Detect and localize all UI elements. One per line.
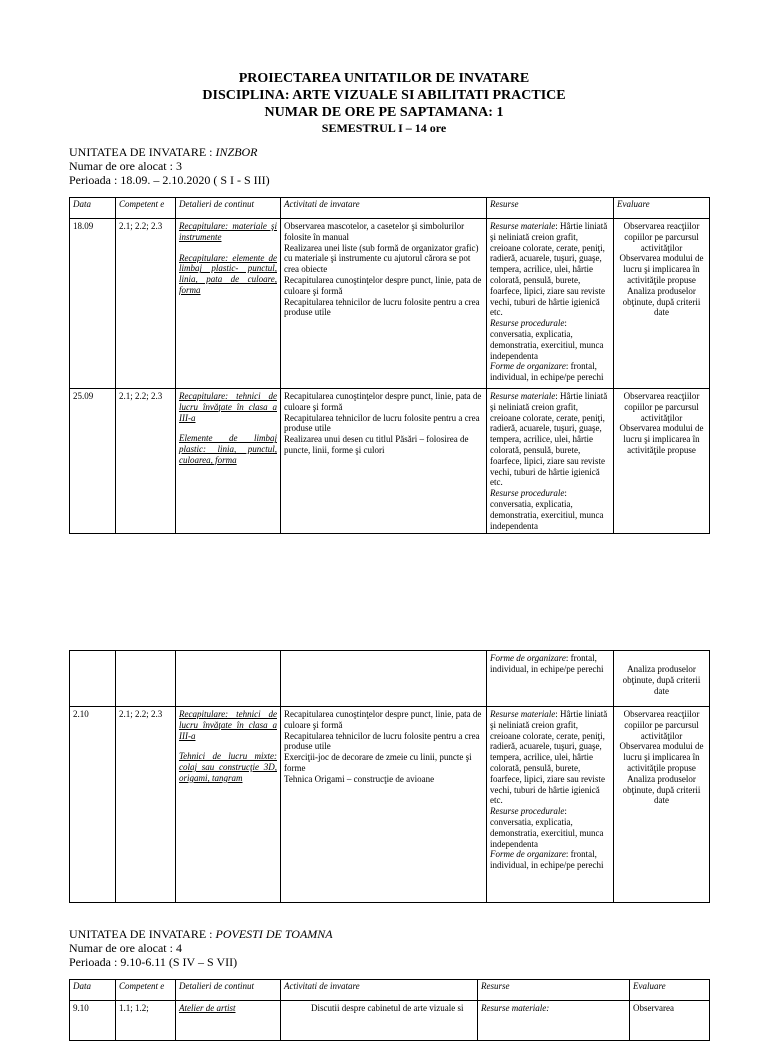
unit1-label: UNITATEA DE INVATARE :	[69, 145, 216, 159]
unit1-name: INZBOR	[215, 145, 258, 159]
row2-activity-3: Realizarea unui desen cu titlul Păsări – folosirea de puncte, linii, forme şi culori	[284, 434, 469, 455]
row1-date: 18.09	[70, 219, 116, 389]
evaluation-2: Observarea modului de lucru şi implicarea în activităţile propuse	[619, 253, 704, 285]
document-title: PROIECTAREA UNITATILOR DE INVATARE	[238, 71, 530, 86]
table-row	[70, 707, 710, 903]
unit2-row1-resurse: Resurse materiale:	[478, 1001, 630, 1041]
unit2-label: UNITATEA DE INVATARE :	[69, 927, 216, 941]
resurse-procedurale: Resurse procedurale: conversatia, explicatia, demonstratia, exercitiul, munca independenta	[490, 488, 604, 531]
discipline-title: DISCIPLINA: ARTE VIZUALE SI ABILITATI PRACTICE	[202, 88, 566, 103]
evaluation-3: Analiza produselor obţinute, după criterii date	[622, 664, 701, 696]
row1-detalieri	[176, 219, 281, 389]
row1-activitati	[281, 219, 487, 389]
table-row	[70, 1001, 710, 1041]
evaluation-3: Analiza produselor obţinute, după criterii date	[622, 773, 701, 806]
row2-activity-2: Recapitularea tehnicilor de lucru folosite pentru a crea produse utile	[284, 412, 480, 434]
header-resurse: Resurse	[487, 198, 614, 219]
header-activitati: Activitati de invatare	[281, 198, 487, 219]
row2-competente: 2.1; 2.2; 2.3	[116, 389, 176, 534]
row3-activity-4: Tehnica Origami – construcţie de avioane	[284, 773, 435, 784]
header-evaluare: Evaluare	[630, 980, 710, 1001]
evaluation-3: Analiza produselor obţinute, după criterii date	[622, 285, 701, 318]
row1-activity-4: Recapitularea tehnicilor de lucru folosite pentru a crea produse utile	[284, 296, 480, 318]
resurse-procedurale: Resurse procedurale: conversatia, explicatia, demonstratia, exercitiul, munca independenta	[490, 318, 604, 361]
header-detalieri: Detalieri de continut	[176, 980, 281, 1001]
row3-competente: 2.1; 2.2; 2.3	[116, 707, 176, 903]
hours-per-week-title: NUMAR DE ORE PE SAPTAMANA: 1	[264, 105, 504, 120]
row2-activity-1: Recapitularea cunoştinţelor despre punct, linie, pata de culoare şi formă	[284, 391, 482, 412]
row1-resurse	[487, 219, 614, 389]
row3-resurse	[487, 707, 614, 903]
header-data: Data	[70, 198, 116, 219]
forme-organizare: Forme de organizare: frontal, individual, in echipe/pe perechi	[490, 849, 604, 871]
row1-activity-2: Realizarea unei liste (sub formă de organizator grafic) cu materiale şi instrumente cu ajutorul cărora se pot crea obiecte	[284, 242, 479, 275]
unit1-table	[69, 197, 710, 534]
unit2-row1-activitati: Discutii despre cabinetul de arte vizuale si	[281, 1001, 478, 1041]
unit1-period: Perioada : 18.09. – 2.10.2020 ( S I - S III)	[69, 173, 270, 187]
evaluation-1: Observarea reacţiilor copiilor pe parcursul activităţilor	[623, 221, 700, 253]
row3-detalieri	[176, 707, 281, 903]
unit2-heading	[69, 927, 333, 941]
row2-detail-2: Elemente de limbaj plastic: linia, punctul, culoarea, forma	[179, 433, 277, 465]
row3-activitati	[281, 707, 487, 903]
unit2-row1-evaluare: Observarea	[630, 1001, 710, 1041]
row1-activity-3: Recapitularea cunoştinţelor despre punct, linie, pata de culoare şi formă	[284, 274, 482, 296]
unit2-name: POVESTI DE TOAMNA	[215, 927, 333, 941]
row1-continued-evaluare	[614, 651, 710, 707]
resurse-materiale: Resurse materiale: Hârtie liniată şi neliniată creion grafit, creioane colorate, cerate, peniţi, radieră, acuarele, tuşuri, guaşe, tempera, acrilice, ulei, hârtie colorată, pensulă, burete, foarfece, lipici, ziare sau reviste vechi, tuburi de hârtie igienică etc.	[490, 391, 608, 488]
unit2-row1-date: 9.10	[70, 1001, 116, 1041]
header-competente: Competent e	[116, 198, 176, 219]
row3-date: 2.10	[70, 707, 116, 903]
row1-continued-resurse	[487, 651, 614, 707]
row2-resurse	[487, 389, 614, 534]
row2-detail-1: Recapitulare: tehnici de lucru învăţate în clasa a III-a	[179, 391, 277, 423]
resurse-materiale: Resurse materiale: Hârtie liniată şi neliniată creion grafit, creioane colorate, cerate, peniţi, radieră, acuarele, tuşuri, guaşe, tempera, acrilice, ulei, hârtie colorată, pensulă, burete, foarfece, lipici, ziare sau reviste vechi, tuburi de hârtie igienică etc.	[490, 709, 608, 806]
unit2-hours: Numar de ore alocat : 4	[69, 941, 182, 955]
row1-detail-2: Recapitulare: elemente de limbaj plastic- punctul, linia, pata de culoare, forma	[179, 252, 277, 295]
row1-detail-1: Recapitulare: materiale şi instrumente	[179, 221, 277, 242]
resurse-procedurale: Resurse procedurale: conversatia, explicatia, demonstratia, exercitiul, munca independenta	[490, 806, 604, 849]
forme-organizare: Forme de organizare: frontal, individual, in echipe/pe perechi	[490, 361, 604, 383]
evaluation-1: Observarea reacţiilor copiilor pe parcursul activităţilor	[623, 391, 700, 423]
header-detalieri: Detalieri de continut	[176, 198, 281, 219]
semester-title: SEMESTRUL I – 14 ore	[321, 121, 447, 135]
table-row	[70, 651, 710, 707]
unit1-table-continued	[69, 650, 710, 903]
table-row	[70, 389, 710, 534]
table-header-row	[70, 198, 710, 219]
unit1-heading	[69, 145, 258, 159]
row3-activity-3: Exerciţii-joc de decorare de zmeie cu linii, puncte şi forme	[284, 752, 472, 773]
unit2-row1-competente: 1.1; 1.2;	[116, 1001, 176, 1041]
row2-date: 25.09	[70, 389, 116, 534]
row2-evaluare	[614, 389, 710, 534]
evaluation-2: Observarea modului de lucru şi implicarea în activităţile propuse	[619, 741, 704, 773]
row3-activity-2: Recapitularea tehnicilor de lucru folosite pentru a crea produse utile	[284, 730, 480, 752]
evaluation-1: Observarea reacţiilor copiilor pe parcursul activităţilor	[623, 709, 700, 741]
row2-detalieri	[176, 389, 281, 534]
row3-evaluare	[614, 707, 710, 903]
resurse-materiale: Resurse materiale: Hârtie liniată şi neliniată creion grafit, creioane colorate, cerate, peniţi, radieră, acuarele, tuşuri, guaşe, tempera, acrilice, ulei, hârtie colorată, pensulă, burete, foarfece, lipici, ziare sau reviste vechi, tuburi de hârtie igienică etc.	[490, 221, 608, 318]
row1-evaluare	[614, 219, 710, 389]
row2-activitati	[281, 389, 487, 534]
row1-competente: 2.1; 2.2; 2.3	[116, 219, 176, 389]
evaluation-2: Observarea modului de lucru şi implicarea în activităţile propuse	[619, 423, 704, 455]
header-evaluare: Evaluare	[614, 198, 710, 219]
row3-activity-1: Recapitularea cunoştinţelor despre punct, linie, pata de culoare şi formă	[284, 709, 482, 730]
header-activitati: Activitati de invatare	[281, 980, 478, 1001]
unit1-hours: Numar de ore alocat : 3	[69, 159, 182, 173]
table-row	[70, 219, 710, 389]
table-header-row	[70, 980, 710, 1001]
row3-detail-1: Recapitulare: tehnici de lucru învăţate în clasa a III-a	[179, 709, 277, 741]
row3-detail-2: Tehnici de lucru mixte: colaj sau construcţie 3D, origami, tangram	[179, 751, 277, 783]
forme-organizare: Forme de organizare: frontal, individual, in echipe/pe perechi	[490, 653, 604, 674]
header-data: Data	[70, 980, 116, 1001]
row1-activity-1: Observarea mascotelor, a casetelor şi simbolurilor folosite în manual	[284, 221, 465, 242]
header-competente: Competent e	[116, 980, 176, 1001]
unit2-table	[69, 979, 710, 1041]
unit2-period: Perioada : 9.10-6.11 (S IV – S VII)	[69, 955, 238, 969]
unit2-row1-detalieri: Atelier de artist	[176, 1001, 281, 1041]
header-resurse: Resurse	[478, 980, 630, 1001]
